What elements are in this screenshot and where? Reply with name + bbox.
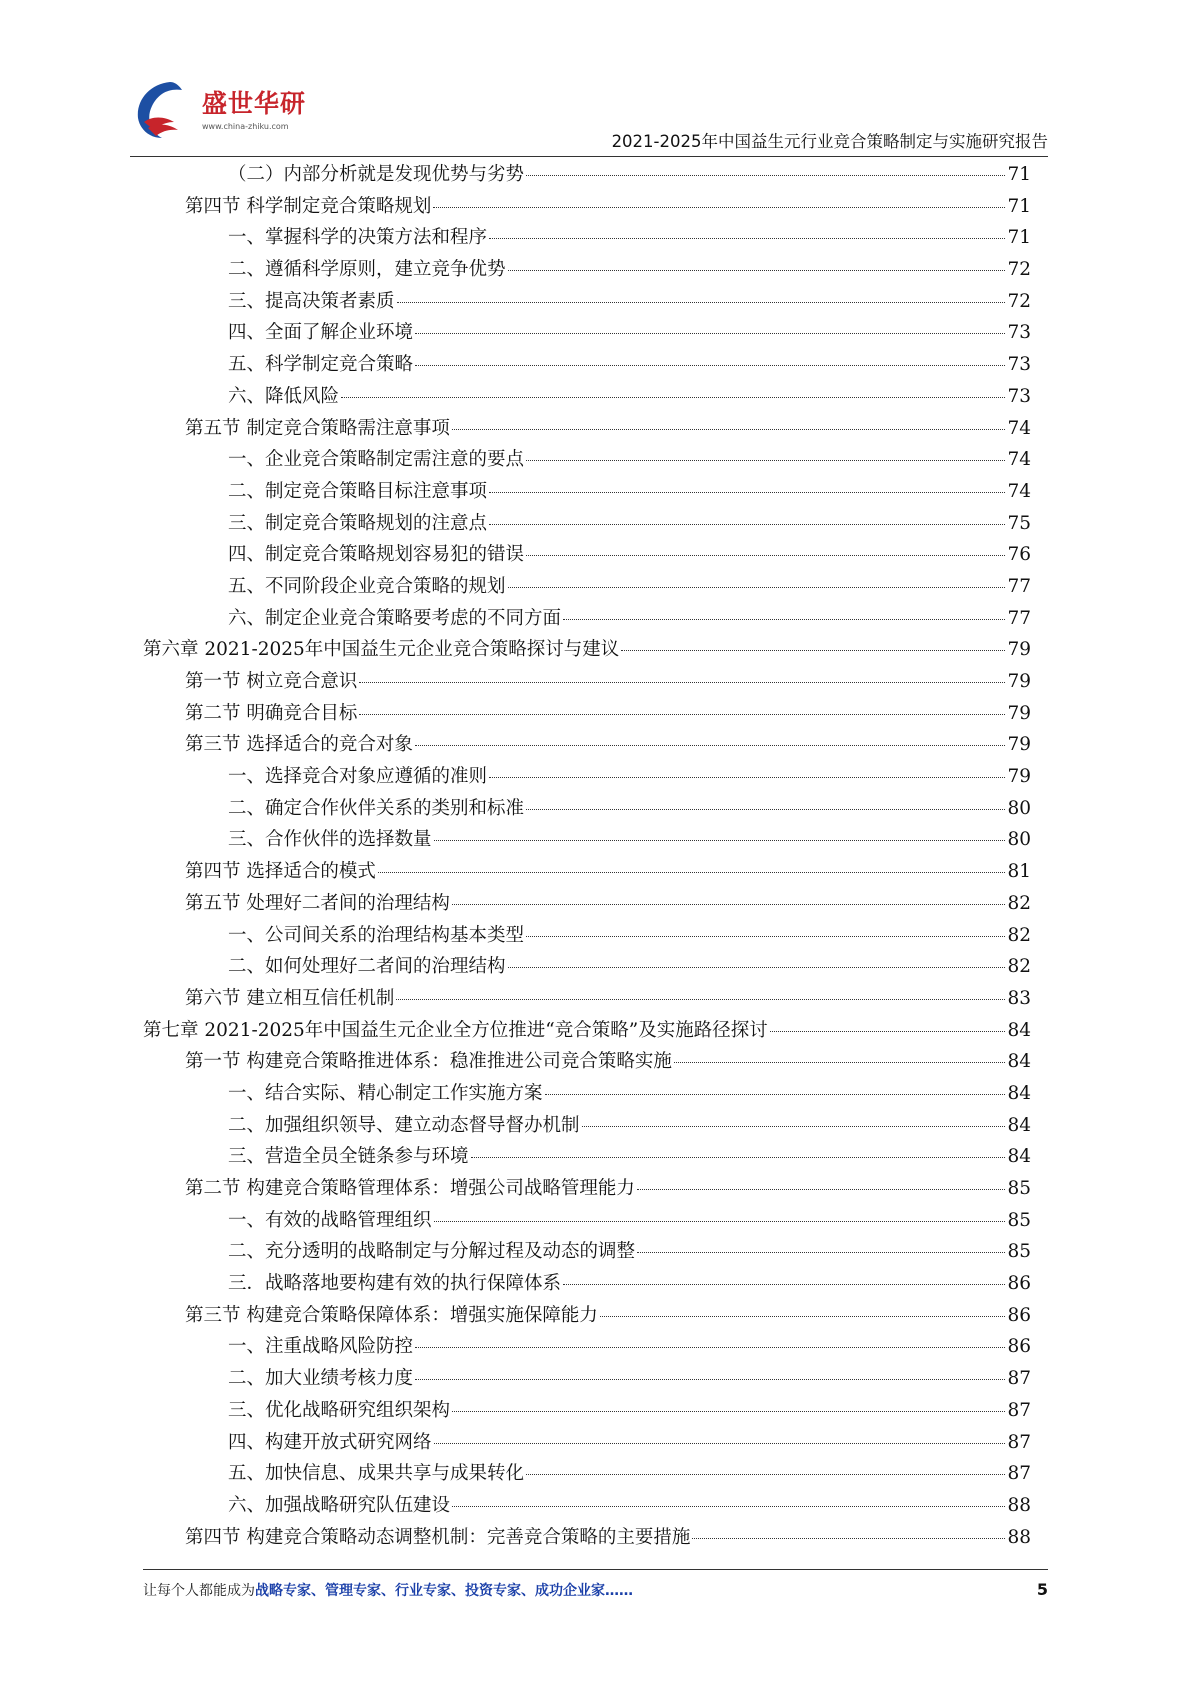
toc-entry-page: 71 [1007, 227, 1031, 249]
toc-entry-page: 71 [1007, 195, 1031, 217]
toc-dot-leader [378, 872, 1006, 873]
toc-entry-page: 79 [1007, 671, 1031, 692]
toc-entry[interactable] [143, 414, 1031, 446]
toc-entry[interactable] [143, 889, 1031, 921]
toc-entry-label: 一、企业竞合策略制定需注意的要点 [228, 449, 525, 471]
toc-entry[interactable] [143, 1142, 1031, 1174]
toc-dot-leader [433, 207, 1005, 208]
toc-entry-page: 82 [1007, 956, 1031, 978]
toc-entry-page: 86 [1007, 1336, 1031, 1358]
toc-dot-leader [526, 936, 1005, 937]
toc-dot-leader [415, 1379, 1005, 1380]
toc-entry-label: 三、提高决策者素质 [228, 290, 395, 312]
toc-entry-label: 第二节 明确竞合目标 [185, 702, 358, 724]
toc-entry-page: 74 [1007, 449, 1031, 471]
toc-entry[interactable] [143, 1111, 1031, 1143]
toc-entry-page: 86 [1007, 1273, 1031, 1295]
toc-entry[interactable] [143, 509, 1031, 541]
toc-entry[interactable] [143, 287, 1031, 319]
toc-dot-leader [489, 238, 1005, 239]
toc-entry-page: 84 [1007, 1114, 1031, 1136]
toc-entry-page: 83 [1007, 987, 1031, 1009]
toc-entry[interactable] [143, 445, 1031, 477]
toc-entry[interactable] [143, 1428, 1031, 1460]
toc-entry-label: 六、降低风险 [228, 385, 340, 407]
toc-dot-leader [452, 1506, 1005, 1507]
toc-entry-label: 第三节 构建竞合策略保障体系：增强实施保障能力 [185, 1304, 598, 1326]
toc-entry-label: （二）内部分析就是发现优势与劣势 [228, 164, 525, 185]
toc-entry[interactable] [143, 382, 1031, 414]
toc-entry-page: 82 [1007, 892, 1031, 914]
toc-entry-page: 79 [1007, 702, 1031, 724]
page-number: 5 [1036, 1580, 1048, 1599]
toc-entry-page: 73 [1007, 322, 1031, 344]
toc-entry-page: 80 [1007, 797, 1031, 819]
toc-entry[interactable] [143, 1459, 1031, 1491]
toc-entry-page: 85 [1007, 1209, 1031, 1231]
toc-entry[interactable] [143, 1364, 1031, 1396]
toc-entry[interactable] [143, 699, 1031, 731]
toc-entry-page: 88 [1007, 1494, 1031, 1516]
company-logo [140, 78, 360, 148]
toc-entry[interactable] [143, 730, 1031, 762]
footer-divider [143, 1569, 1048, 1570]
toc-dot-leader [452, 904, 1006, 905]
toc-entry-label: 第二节 构建竞合策略管理体系：增强公司战略管理能力 [185, 1178, 635, 1199]
toc-entry[interactable] [143, 1047, 1031, 1079]
toc-entry[interactable] [143, 192, 1031, 224]
toc-entry[interactable] [143, 1332, 1031, 1364]
toc-dot-leader [526, 1474, 1005, 1475]
toc-entry-label: 六、加强战略研究队伍建设 [228, 1494, 451, 1516]
toc-entry[interactable] [143, 477, 1031, 509]
toc-dot-leader [396, 999, 1005, 1000]
toc-entry-page: 85 [1007, 1241, 1031, 1263]
toc-dot-leader [600, 1316, 1006, 1317]
toc-entry-label: 第一节 树立竞合意识 [185, 671, 358, 692]
toc-entry-page: 72 [1007, 290, 1031, 312]
toc-entry[interactable] [143, 604, 1031, 636]
header-divider [130, 156, 1048, 157]
toc-entry[interactable] [143, 223, 1031, 255]
toc-dot-leader [582, 1126, 1006, 1127]
toc-dot-leader [674, 1062, 1006, 1063]
toc-entry-label: 一、选择竞合对象应遵循的准则 [228, 766, 488, 788]
toc-entry-label: 五、加快信息、成果共享与成果转化 [228, 1463, 525, 1485]
toc-entry-page: 84 [1007, 1019, 1031, 1041]
toc-entry-page: 82 [1007, 924, 1031, 946]
toc-dot-leader [397, 302, 1006, 303]
toc-entry-page: 87 [1007, 1431, 1031, 1453]
toc-entry-page: 84 [1007, 1146, 1031, 1168]
toc-entry-page: 77 [1007, 607, 1031, 629]
toc-entry-label: 三、营造全员全链条参与环境 [228, 1146, 469, 1168]
toc-entry[interactable] [143, 318, 1031, 350]
toc-entry-page: 85 [1007, 1178, 1031, 1199]
toc-dot-leader [415, 365, 1005, 366]
toc-entry-label: 二、加大业绩考核力度 [228, 1368, 414, 1390]
toc-dot-leader [434, 1443, 1006, 1444]
toc-entry-page: 79 [1007, 734, 1031, 756]
toc-entry[interactable] [143, 984, 1031, 1016]
toc-entry-label: 第六章 2021-2025年中国益生元企业竞合策略探讨与建议 [143, 639, 620, 661]
toc-entry[interactable] [143, 255, 1031, 287]
toc-entry-label: 第四节 构建竞合策略动态调整机制：完善竞合策略的主要措施 [185, 1526, 691, 1548]
toc-entry[interactable] [143, 794, 1031, 826]
toc-entry-label: 四、构建开放式研究网络 [228, 1431, 432, 1453]
toc-entry[interactable] [143, 952, 1031, 984]
toc-dot-leader [526, 555, 1005, 556]
toc-entry-label: 四、全面了解企业环境 [228, 322, 414, 344]
toc-entry[interactable] [143, 667, 1031, 699]
logo-text: 盛世华研 [202, 89, 307, 118]
toc-entry[interactable] [143, 1079, 1031, 1111]
logo-url: www.china-zhiku.com [202, 122, 289, 131]
toc-entry-label: 一、公司间关系的治理结构基本类型 [228, 924, 525, 946]
toc-entry-page: 84 [1007, 1082, 1031, 1104]
toc-entry-label: 四、制定竞合策略规划容易犯的错误 [228, 544, 525, 566]
toc-dot-leader [489, 492, 1005, 493]
toc-dot-leader [637, 1252, 1005, 1253]
toc-entry-label: 一、有效的战略管理组织 [228, 1209, 432, 1231]
toc-entry-page: 77 [1007, 575, 1031, 597]
toc-dot-leader [415, 333, 1005, 334]
page-header [130, 78, 1048, 158]
page-footer [143, 1580, 1048, 1610]
toc-entry-label: 第四节 科学制定竞合策略规划 [185, 195, 432, 217]
toc-dot-leader [637, 1189, 1006, 1190]
toc-dot-leader [452, 1411, 1005, 1412]
toc-entry-page: 73 [1007, 354, 1031, 376]
toc-entry-page: 74 [1007, 480, 1031, 502]
toc-entry[interactable] [143, 825, 1031, 857]
toc-entry-page: 87 [1007, 1368, 1031, 1390]
toc-entry-label: 六、制定企业竞合策略要考虑的不同方面 [228, 607, 562, 629]
toc-entry-page: 87 [1007, 1463, 1031, 1485]
toc-entry[interactable] [143, 1523, 1031, 1555]
toc-dot-leader [563, 1284, 1005, 1285]
toc-entry[interactable] [143, 1491, 1031, 1523]
toc-entry[interactable] [143, 1206, 1031, 1238]
toc-entry-label: 二、制定竞合策略目标注意事项 [228, 480, 488, 502]
toc-entry-label: 第五节 处理好二者间的治理结构 [185, 892, 450, 914]
toc-dot-leader [563, 619, 1005, 620]
toc-entry[interactable] [143, 1269, 1031, 1301]
footer-slogan-highlight: 战略专家、管理专家、行业专家、投资专家、成功企业家…… [255, 1583, 633, 1599]
toc-entry-page: 73 [1007, 385, 1031, 407]
toc-entry-label: 一、掌握科学的决策方法和程序 [228, 227, 488, 249]
toc-dot-leader [526, 460, 1005, 461]
toc-entry-label: 二、确定合作伙伴关系的类别和标准 [228, 797, 525, 819]
toc-entry-page: 75 [1007, 512, 1031, 534]
toc-dot-leader [489, 777, 1005, 778]
toc-dot-leader [621, 650, 1005, 651]
toc-entry-label: 第一节 构建竞合策略推进体系：稳准推进公司竞合策略实施 [185, 1051, 672, 1073]
toc-entry-page: 88 [1007, 1526, 1031, 1548]
toc-dot-leader [508, 967, 1006, 968]
toc-entry[interactable] [143, 921, 1031, 953]
toc-entry-page: 71 [1007, 164, 1031, 185]
logo-swoosh-icon [130, 78, 200, 148]
toc-dot-leader [434, 1221, 1006, 1222]
toc-entry-page: 87 [1007, 1399, 1031, 1421]
toc-entry[interactable] [143, 1396, 1031, 1428]
toc-entry-label: 第四节 选择适合的模式 [185, 861, 376, 883]
toc-dot-leader [452, 429, 1006, 430]
toc-entry-page: 81 [1007, 861, 1031, 883]
toc-entry-label: 二、加强组织领导、建立动态督导督办机制 [228, 1114, 580, 1136]
toc-dot-leader [508, 270, 1006, 271]
toc-entry-page: 79 [1007, 639, 1031, 661]
toc-entry[interactable] [143, 1016, 1031, 1048]
toc-entry-label: 二、如何处理好二者间的治理结构 [228, 956, 506, 978]
toc-entry[interactable] [143, 1301, 1031, 1333]
toc-entry[interactable] [143, 1237, 1031, 1269]
toc-entry-label: 一、注重战略风险防控 [228, 1336, 414, 1358]
toc-entry-label: 二、充分透明的战略制定与分解过程及动态的调整 [228, 1241, 636, 1263]
toc-entry-label: 五、科学制定竞合策略 [228, 354, 414, 376]
toc-entry-label: 三、制定竞合策略规划的注意点 [228, 512, 488, 534]
toc-dot-leader [471, 1157, 1006, 1158]
toc-dot-leader [545, 1094, 1006, 1095]
toc-entry-label: 第三节 选择适合的竞合对象 [185, 734, 413, 756]
toc-entry-page: 80 [1007, 829, 1031, 851]
toc-entry[interactable] [143, 762, 1031, 794]
toc-entry-label: 五、不同阶段企业竞合策略的规划 [228, 575, 506, 597]
toc-entry-page: 84 [1007, 1051, 1031, 1073]
toc-entry[interactable] [143, 160, 1031, 192]
toc-entry-label: 三．战略落地要构建有效的执行保障体系 [228, 1273, 562, 1295]
toc-entry-label: 三、优化战略研究组织架构 [228, 1399, 451, 1421]
toc-entry-label: 第六节 建立相互信任机制 [185, 987, 395, 1009]
toc-entry-page: 86 [1007, 1304, 1031, 1326]
toc-entry-label: 三、合作伙伴的选择数量 [228, 829, 432, 851]
toc-dot-leader [359, 714, 1005, 715]
toc-entry-label: 第七章 2021-2025年中国益生元企业全方位推进“竞合策略”及实施路径探讨 [143, 1019, 768, 1041]
toc-dot-leader [489, 524, 1005, 525]
toc-entry-page: 76 [1007, 544, 1031, 566]
toc-entry[interactable] [143, 572, 1031, 604]
toc-entry-page: 74 [1007, 417, 1031, 439]
footer-slogan-lead: 让每个人都能成为 [143, 1583, 255, 1599]
toc-entry[interactable] [143, 635, 1031, 667]
toc-dot-leader [526, 175, 1005, 176]
toc-entry[interactable] [143, 857, 1031, 889]
toc-dot-leader [434, 840, 1006, 841]
toc-entry[interactable] [143, 350, 1031, 382]
toc-entry-page: 79 [1007, 766, 1031, 788]
toc-entry-label: 二、遵循科学原则，建立竞争优势 [228, 259, 506, 281]
toc-dot-leader [770, 1031, 1006, 1032]
toc-dot-leader [359, 682, 1005, 683]
toc-dot-leader [508, 587, 1006, 588]
toc-dot-leader [415, 745, 1006, 746]
report-title: 2021-2025年中国益生元行业竞合策略制定与实施研究报告 [611, 132, 1048, 151]
toc-entry[interactable] [143, 1174, 1031, 1206]
toc-entry-label: 第五节 制定竞合策略需注意事项 [185, 417, 450, 439]
toc-entry-label: 一、结合实际、精心制定工作实施方案 [228, 1082, 543, 1104]
toc-dot-leader [526, 809, 1005, 810]
toc-dot-leader [341, 397, 1005, 398]
toc-dot-leader [415, 1347, 1005, 1348]
toc-entry[interactable] [143, 540, 1031, 572]
toc-dot-leader [692, 1538, 1005, 1539]
table-of-contents [143, 160, 1031, 1554]
toc-entry-page: 72 [1007, 259, 1031, 281]
